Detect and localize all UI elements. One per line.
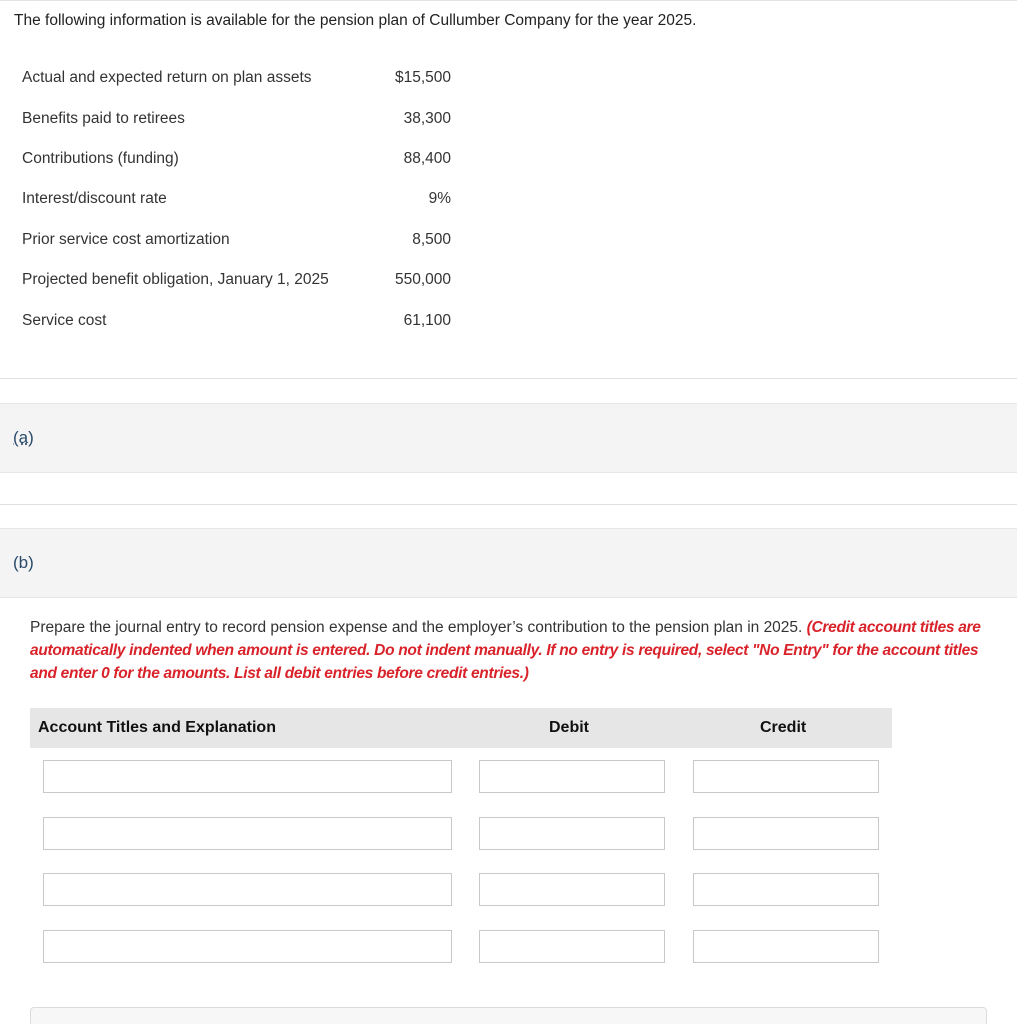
credit-input-1[interactable] [693, 760, 879, 793]
row-value: $15,500 [394, 69, 451, 87]
account-title-input-4[interactable] [43, 930, 452, 963]
credit-input-4[interactable] [693, 930, 879, 963]
part-b-label: (b) [13, 553, 34, 572]
table-row [22, 300, 451, 340]
instructions-note: (Credit account titles are automatically indented when amount is entered. Do not indent manually. If no entry is required, select "No Entry" for the account titles and enter 0 for the amounts. List all debit entries before credit entries.) [30, 619, 981, 682]
section-divider [0, 378, 1017, 379]
row-value: 550,000 [394, 271, 451, 289]
table-row [22, 58, 451, 98]
debit-input-2[interactable] [479, 817, 665, 850]
row-label: Contributions (funding) [22, 149, 179, 167]
debit-input-4[interactable] [479, 930, 665, 963]
row-value: 88,400 [403, 149, 451, 167]
journal-header [30, 708, 892, 748]
next-section-box [30, 1007, 987, 1024]
section-divider [0, 504, 1017, 505]
row-label: Actual and expected return on plan assets [22, 69, 312, 87]
instructions-main: Prepare the journal entry to record pension expense and the employer’s contribution to the pension plan in 2025. [30, 619, 807, 636]
table-row [22, 220, 451, 260]
credit-input-3[interactable] [693, 873, 879, 906]
row-label: Projected benefit obligation, January 1, 2025 [22, 271, 329, 289]
row-label: Prior service cost amortization [22, 230, 230, 248]
part-b-band [0, 528, 1017, 598]
col-credit-header: Credit [760, 719, 807, 736]
row-value: 9% [428, 190, 451, 208]
credit-input-2[interactable] [693, 817, 879, 850]
table-row [22, 98, 451, 138]
top-border [0, 0, 1017, 1]
row-value: 38,300 [403, 109, 451, 127]
table-row [22, 139, 451, 179]
part-a-link[interactable]: (a) [13, 428, 34, 447]
row-label: Interest/discount rate [22, 190, 167, 208]
table-row [22, 179, 451, 219]
col-account-header: Account Titles and Explanation [38, 719, 276, 736]
instructions [30, 616, 985, 685]
pension-data-table [22, 58, 451, 341]
row-label: Service cost [22, 311, 107, 329]
debit-input-3[interactable] [479, 873, 665, 906]
debit-input-1[interactable] [479, 760, 665, 793]
col-debit-header: Debit [549, 719, 589, 736]
part-a-band[interactable] [0, 403, 1017, 473]
row-label: Benefits paid to retirees [22, 109, 185, 127]
account-title-input-2[interactable] [43, 817, 452, 850]
account-title-input-1[interactable] [43, 760, 452, 793]
account-title-input-3[interactable] [43, 873, 452, 906]
problem-intro: The following information is available for the pension plan of Cullumber Company for the year 2025. [14, 12, 697, 29]
table-row [22, 260, 451, 300]
row-value: 8,500 [412, 230, 451, 248]
row-value: 61,100 [403, 311, 451, 329]
